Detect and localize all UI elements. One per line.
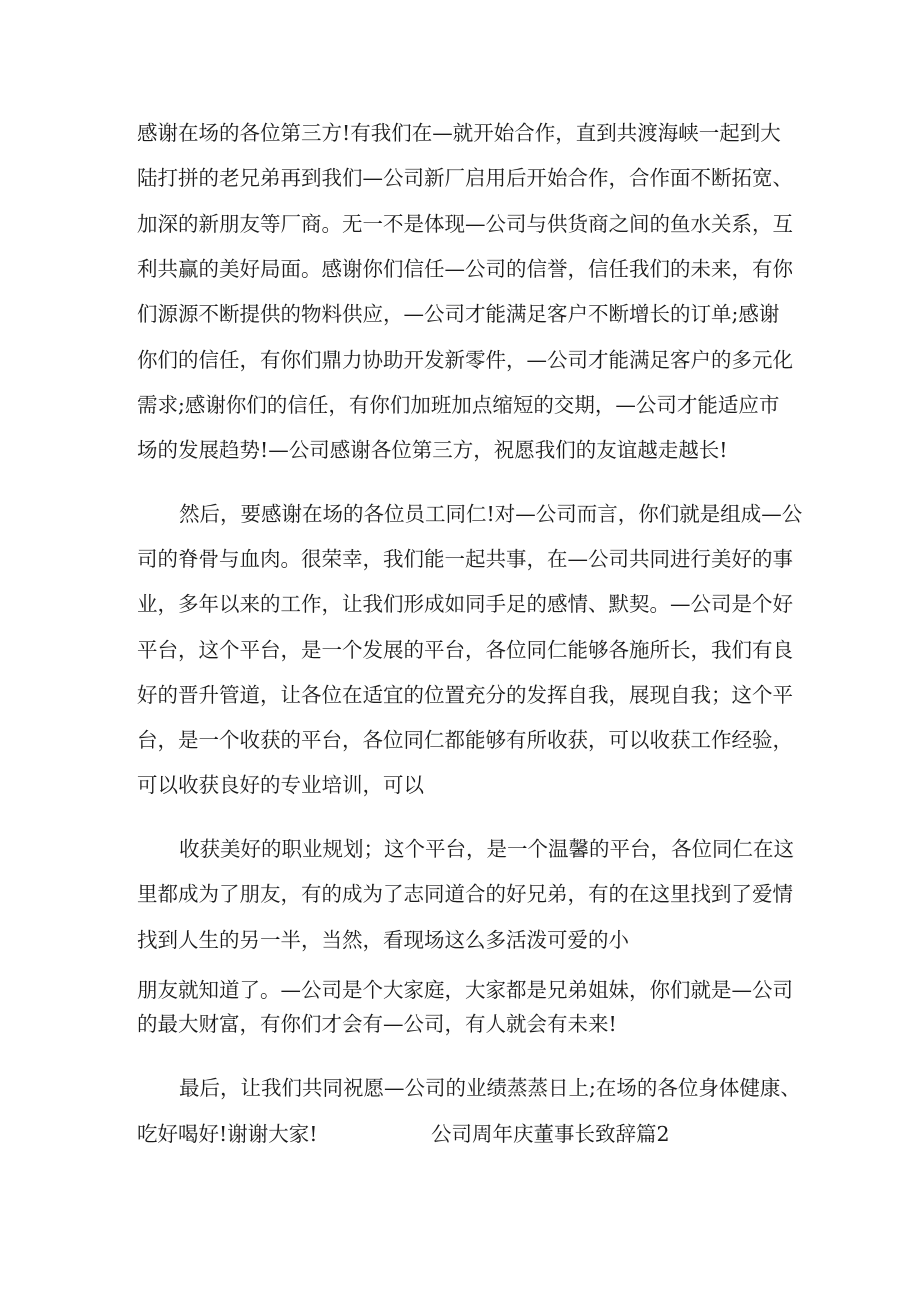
paragraph-2-line-3: 业，多年以来的工作，让我们形成如同手足的感情、默契。—公司是个好 (137, 592, 793, 616)
paragraph-2-line-6: 台，是一个收获的平台，各位同仁都能够有所收获，可以收获工作经验， (137, 728, 793, 752)
paragraph-1-line-6: 你们的信任，有你们鼎力协助开发新零件，—公司才能满足客户的多元化 (137, 348, 793, 372)
paragraph-1-line-3: 加深的新朋友等厂商。无一不是体现—公司与供货商之间的鱼水关系，互 (137, 212, 793, 236)
paragraph-3-line-2: 里都成为了朋友，有的成为了志同道合的好兄弟，有的在这里找到了爱情 (137, 882, 793, 906)
paragraph-3-line-3: 找到人生的另一半，当然，看现场这么多活泼可爱的小 (137, 928, 629, 952)
paragraph-2-line-2: 司的脊骨与血肉。很荣幸，我们能一起共事，在—公司共同进行美好的事 (137, 547, 793, 571)
paragraph-2-line-1: 然后，要感谢在场的各位员工同仁!对—公司而言，你们就是组成—公 (179, 502, 803, 526)
paragraph-3-line-1: 收获美好的职业规划；这个平台，是一个温馨的平台，各位同仁在这 (179, 837, 794, 861)
paragraph-2-line-7: 可以收获良好的专业培训，可以 (137, 773, 424, 797)
paragraph-5-line-1: 最后，让我们共同祝愿—公司的业绩蒸蒸日上;在场的各位身体健康、 (179, 1076, 801, 1100)
paragraph-1-line-4: 利共赢的美好局面。感谢你们信任—公司的信誉，信任我们的未来，有你 (137, 257, 793, 281)
next-section-title: 公司周年庆董事长致辞篇2 (431, 1122, 670, 1146)
paragraph-1-line-7: 需求;感谢你们的信任，有你们加班加点缩短的交期，—公司才能适应市 (137, 393, 780, 417)
paragraph-4-line-2: 的最大财富，有你们才会有—公司，有人就会有未来! (137, 1012, 617, 1036)
paragraph-1-line-1: 感谢在场的各位第三方!有我们在—就开始合作，直到共渡海峡一起到大 (137, 121, 781, 145)
paragraph-1-line-8: 场的发展趋势!—公司感谢各位第三方，祝愿我们的友谊越走越长! (137, 438, 728, 462)
paragraph-2-line-4: 平台，这个平台，是一个发展的平台，各位同仁能够各施所长，我们有良 (137, 638, 793, 662)
paragraph-1-line-2: 陆打拼的老兄弟再到我们—公司新厂启用后开始合作，合作面不断拓宽、 (137, 166, 793, 190)
paragraph-4-line-1: 朋友就知道了。—公司是个大家庭，大家都是兄弟姐妹，你们就是—公司 (137, 978, 793, 1002)
paragraph-5-line-2: 吃好喝好!谢谢大家! (137, 1122, 318, 1146)
paragraph-2-line-5: 好的晋升管道，让各位在适宜的位置充分的发挥自我，展现自我；这个平 (137, 683, 793, 707)
paragraph-1-line-5: 们源源不断提供的物料供应，—公司才能满足客户不断增长的订单;感谢 (137, 302, 780, 326)
